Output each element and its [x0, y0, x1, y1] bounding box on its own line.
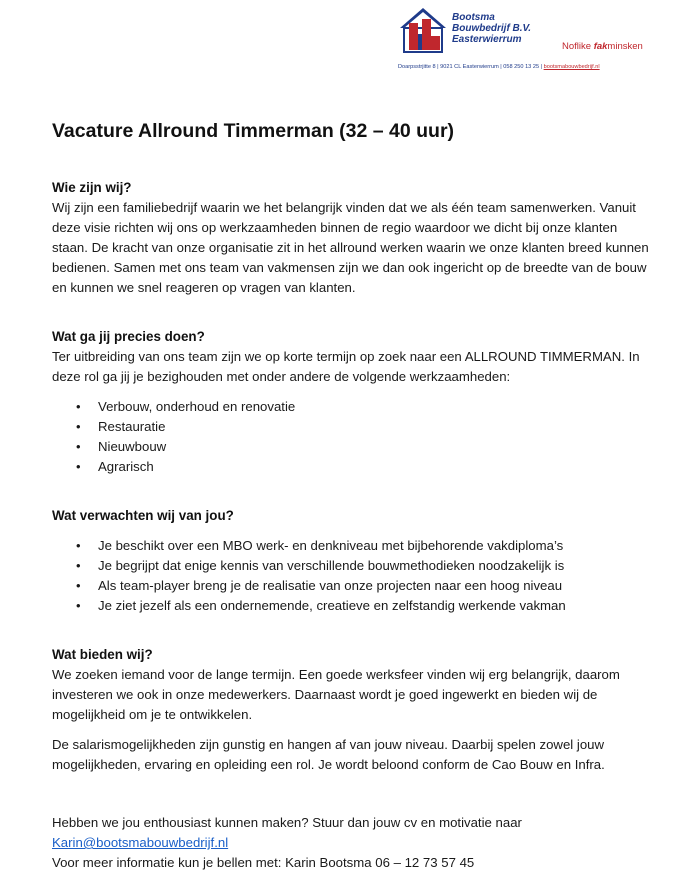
document-body	[52, 118, 652, 873]
slogan-bold: fak	[593, 41, 608, 52]
company-name-line1: Bootsma	[452, 12, 495, 23]
letterhead	[0, 0, 696, 80]
contact-block	[52, 813, 652, 873]
section-heading-offer: Wat bieden wij?	[52, 647, 153, 662]
section-who	[52, 178, 652, 298]
section-what	[52, 327, 652, 477]
address-bar	[398, 64, 600, 70]
list-item: • Je ziet jezelf als een ondernemende, creatieve en zelfstandig werkende vakman	[52, 596, 652, 616]
slogan-prefix: Noflike	[562, 41, 594, 52]
list-item: • Verbouw, onderhoud en renovatie	[52, 397, 652, 417]
list-item: • Restauratie	[52, 417, 652, 437]
section-heading-expect: Wat verwachten wij van jou?	[52, 508, 234, 523]
section-expect	[52, 506, 652, 616]
list-item: • Agrarisch	[52, 457, 652, 477]
company-name-line3: Easterwierrum	[452, 34, 522, 45]
contact-intro: Hebben we jou enthousiast kunnen maken? Stuur dan jouw cv en motivatie naar	[52, 815, 522, 830]
address-text: Doarpsstrjitte 8 | 9021 CL Easterwierrum | 058 250 13 25 |	[398, 64, 544, 70]
contact-info: Voor meer informatie kun je bellen met: Karin Bootsma 06 – 12 73 57 45	[52, 855, 475, 870]
slogan-suffix: minsken	[607, 41, 643, 52]
task-list	[52, 397, 652, 477]
section-offer	[52, 645, 652, 775]
list-item: • Als team-player breng je de realisatie van onze projecten naar een hoog niveau	[52, 576, 652, 596]
section-text-offer-2: De salarismogelijkheden zijn gunstig en hangen af van jouw niveau. Daarbij spelen zowel jouw mogelijkheden, ervaring en opleiding een rol. Je wordt beloond conform de Cao Bouw en Infra.	[52, 737, 605, 772]
company-logo-icon	[398, 6, 448, 54]
slogan	[562, 41, 643, 52]
email-link[interactable]: Karin@bootsmabouwbedrijf.nl	[52, 835, 229, 850]
list-item: • Je beschikt over een MBO werk- en denkniveau met bijbehorende vakdiploma’s	[52, 536, 652, 556]
company-name-line2: Bouwbedrijf B.V.	[452, 23, 532, 34]
section-heading-who: Wie zijn wij?	[52, 180, 132, 195]
section-text-who: Wij zijn een familiebedrijf waarin we het belangrijk vinden dat we als één team samenwerken. Vanuit deze visie richten wij ons op werkzaamheden binnen de regio waardoor we dicht bij onze klanten staan. De kracht van onze organisatie zit in het allround werken waarin we onze klanten breed kunnen bedienen. Samen met ons team van vakmensen zijn we dan ook ingericht op de breedte van de bouw en kunnen we snel reageren op vragen van klanten.	[52, 200, 649, 295]
page-title: Vacature Allround Timmerman (32 – 40 uur)	[52, 120, 455, 142]
section-heading-what: Wat ga jij precies doen?	[52, 329, 205, 344]
list-item: • Nieuwbouw	[52, 437, 652, 457]
website-link[interactable]: bootsmabouwbedrijf.nl	[543, 64, 600, 70]
list-item: • Je begrijpt dat enige kennis van verschillende bouwmethodieken noodzakelijk is	[52, 556, 652, 576]
company-name	[452, 12, 531, 45]
requirements-list	[52, 536, 652, 616]
section-text-what: Ter uitbreiding van ons team zijn we op korte termijn op zoek naar een ALLROUND TIMMERMAN. In deze rol ga jij je bezighouden met onder andere de volgende werkzaamheden:	[52, 349, 640, 384]
section-text-offer-1: We zoeken iemand voor de lange termijn. Een goede werksfeer vinden wij erg belangrijk, daarom investeren we ook in onze medewerkers. Daarnaast wordt je goed ingewerkt en bieden wij de mogelijkheid om je te ontwikkelen.	[52, 667, 620, 722]
